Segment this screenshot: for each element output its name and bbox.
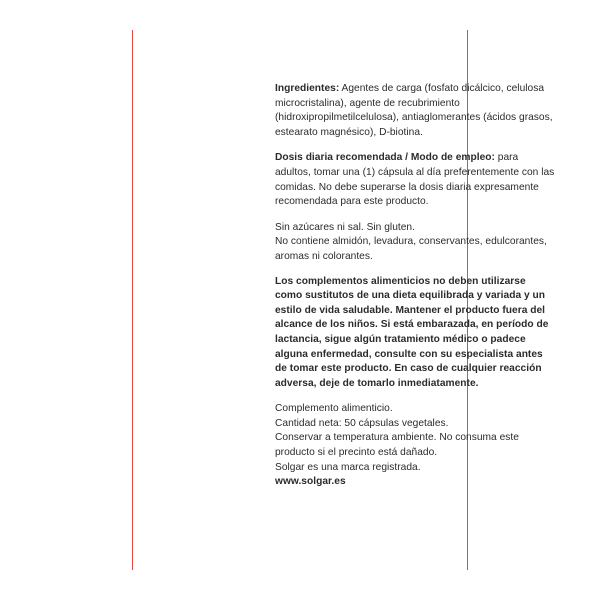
footer-line-4: Solgar es una marca registrada.: [275, 461, 421, 473]
warning-block: [275, 275, 555, 392]
dosage-paragraph: [275, 151, 555, 209]
free-from-block: [275, 221, 555, 265]
ingredients-heading: Ingredientes:: [275, 83, 340, 94]
warning-text: Los complementos alimenticios no deben utilizarse como sustitutos de una dieta equilibrada y variada y un estilo de vida saludable. Mantener el producto fuera del alcance de los niños. Si está embarazada, en período de lactancia, sigue algún tratamiento médico o padece alguna enfermedad, consulte con su especialista antes de tomar este producto. En caso de cualquier reacción adversa, deje de tomarlo inmediatamente.: [275, 275, 549, 389]
website-link[interactable]: www.solgar.es: [275, 476, 346, 488]
footer-block: [275, 402, 555, 490]
ingredients-paragraph: [275, 82, 555, 140]
free-from-line-2: No contiene almidón, levadura, conservantes, edulcorantes, aromas ni colorantes.: [275, 236, 547, 262]
footer-line-1: Complemento alimenticio.: [275, 403, 393, 415]
ingredients-block: [275, 82, 555, 140]
product-label-panel: [132, 30, 555, 570]
ingredients-body: Agentes de carga (fosfato dicálcico, celulosa microcristalina), agente de recubrimiento (hidroxipropilmetilcelulosa), antiaglomerantes (ácidos grasos, estearato magnésico), D-biotina.: [275, 83, 553, 138]
free-from-line-1: Sin azúcares ni sal. Sin gluten.: [275, 221, 415, 233]
dosage-heading: Dosis diaria recomendada / Modo de empleo:: [275, 152, 495, 164]
dosage-body: para adultos, tomar una (1) cápsula al día preferentemente con las comidas. No debe superarse la dosis diaria expresamente recomendada para este producto.: [275, 152, 555, 208]
footer-line-2: Cantidad neta: 50 cápsulas vegetales.: [275, 417, 449, 429]
label-text-content: [275, 82, 555, 501]
dosage-block: [275, 151, 555, 209]
footer-line-3: Conservar a temperatura ambiente. No consuma este producto si el precinto está dañado.: [275, 432, 519, 459]
